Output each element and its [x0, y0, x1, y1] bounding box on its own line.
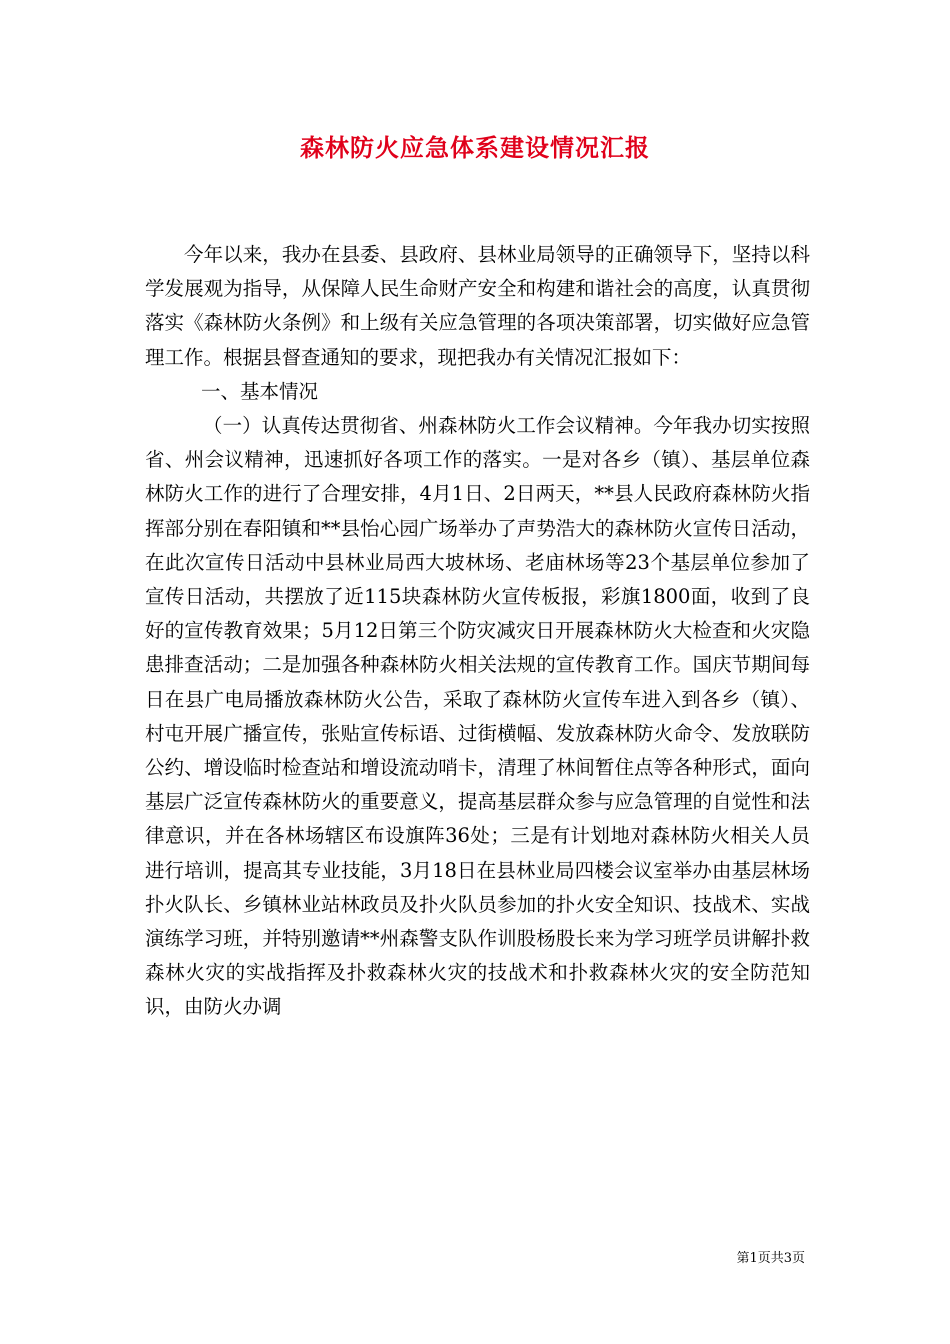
section-heading-basic-situation: 一、基本情况: [201, 379, 319, 403]
document-body: [145, 238, 810, 1025]
page-number-footer: 第1页共3页: [736, 1251, 805, 1266]
subsection-paragraph-1: （一）认真传达贯彻省、州森林防火工作会议精神。今年我办切实按照省、州会议精神，迅速抓好各项工作的落实。一是对各乡（镇）、基层单位森林防火工作的进行了合理安排，4月1日、2日两天，**县人民政府森林防火指挥部分别在春阳镇和**县怡心园广场举办了声势浩大的森林防火宣传日活动，在此次宣传日活动中县林业局西大坡林场、老庙林场等23个基层单位参加了宣传日活动，共摆放了近115块森林防火宣传板报，彩旗1800面，收到了良好的宣传教育效果；5月12日第三个防灾减灾日开展森林防火大检查和火灾隐患排查活动；二是加强各种森林防火相关法规的宣传教育工作。国庆节期间每日在县广电局播放森林防火公告，采取了森林防火宣传车进入到各乡（镇）、村屯开展广播宣传，张贴宣传标语、过街横幅、发放森林防火命令、发放联防公约、增设临时检查站和增设流动哨卡，清理了林间暂住点等各种形式，面向基层广泛宣传森林防火的重要意义，提高基层群众参与应急管理的自觉性和法律意识，并在各林场辖区布设旗阵36处；三是有计划地对森林防火相关人员进行培训，提高其专业技能，3月18日在县林业局四楼会议室举办由基层林场扑火队长、乡镇林业站林政员及扑火队员参加的扑火安全知识、技战术、实战演练学习班，并特别邀请**州森警支队作训股杨股长来为学习班学员讲解扑救森林火灾的实战指挥及扑救森林火灾的技战术和扑救森林火灾的安全防范知识，由防火办调: [145, 414, 810, 1019]
document-title: 森林防火应急体系建设情况汇报: [300, 133, 650, 162]
intro-paragraph: 今年以来，我办在县委、县政府、县林业局领导的正确领导下，坚持以科学发展观为指导，从保障人民生命财产安全和构建和谐社会的高度，认真贯彻落实《森林防火条例》和上级有关应急管理的各项决策部署，切实做好应急管理工作。根据县督查通知的要求，现把我办有关情况汇报如下：: [145, 243, 810, 369]
